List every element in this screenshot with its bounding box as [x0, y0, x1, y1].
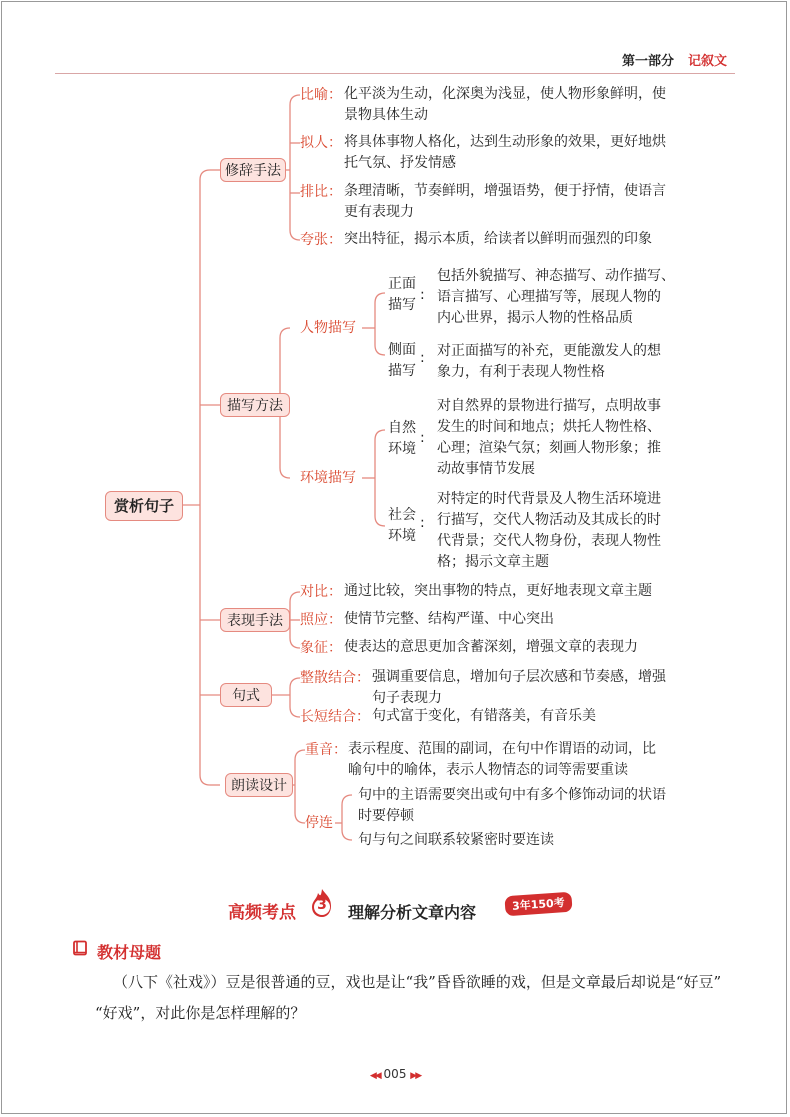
nature-text: 对自然界的景物进行描写，点明故事 发生的时间和地点；烘托人物性格、 心理；渲染气氛；刻画人物形象；推 动故事情节发展: [437, 398, 661, 477]
question-line-1: “好戏”，对此你是怎样理解的？: [95, 1004, 306, 1022]
nature-colon: :: [420, 430, 425, 446]
front-text: 包括外貌描写、神态描写、动作描写、 语言描写、心理描写等，展现人物的 内心世界，揭示人物的性格品质: [437, 268, 675, 326]
sentence-text-1: 句式富于变化，有错落美，有音乐美: [372, 708, 596, 724]
sentence-label-0: 整散结合：: [300, 670, 370, 686]
side-label: 侧面 描写: [388, 342, 416, 379]
prev-arrow-icon: ◀◀: [369, 1071, 380, 1081]
next-arrow-icon: ▶▶: [410, 1071, 421, 1081]
society-label: 社会 环境: [388, 507, 416, 544]
hotspot-number-flame-icon: [309, 888, 335, 918]
rhetoric-label-0: 比喻：: [300, 87, 342, 103]
pause-text-1: 句与句之间联系较紧密时要连读: [358, 832, 554, 848]
header-section: 记叙文: [688, 54, 728, 69]
hotspot-badge: 3年150考: [504, 892, 572, 917]
rhetoric-text-3: 突出特征，揭示本质，给读者以鲜明而强烈的印象: [344, 231, 652, 247]
root-node: 赏析句子: [105, 491, 183, 521]
stress-label: 重音：: [305, 742, 347, 758]
nature-label: 自然 环境: [388, 420, 416, 457]
expression-text-2: 使表达的意思更加含蓄深刻，增强文章的表现力: [344, 639, 638, 655]
people-label: 人物描写: [300, 320, 356, 336]
front-label: 正面 描写: [388, 276, 416, 313]
expression-label-2: 象征：: [300, 640, 342, 656]
rhetoric-text-0: 化平淡为生动，化深奥为浅显，使人物形象鲜明，使 景物具体生动: [344, 86, 666, 123]
question-title: 教材母题: [97, 943, 162, 962]
environment-label: 环境描写: [300, 470, 356, 486]
question-line-0: （八下《社戏》）豆是很普通的豆，戏也是让“我”昏昏欲睡的戏，但是文章最后却说是“好豆”: [113, 973, 722, 991]
society-text: 对特定的时代背景及人物生活环境进 行描写，交代人物活动及其成长的时 代背景；交代人物身份，表现人物性 格；揭示文章主题: [437, 491, 661, 570]
rhetoric-text-2: 条理清晰，节奏鲜明，增强语势，便于抒情，使语言 更有表现力: [344, 183, 666, 220]
node-description: 描写方法: [220, 393, 290, 417]
sentence-label-1: 长短结合：: [300, 709, 370, 725]
society-colon: :: [420, 515, 425, 531]
header-part: 第一部分: [622, 54, 675, 69]
sentence-text-0: 强调重要信息，增加句子层次感和节奏感，增强 句子表现力: [372, 669, 666, 706]
rhetoric-label-1: 拟人：: [300, 135, 342, 151]
rhetoric-label-2: 排比：: [300, 184, 342, 200]
pause-text-0: 句中的主语需要突出或句中有多个修饰动词的状语 时要停顿: [358, 787, 666, 824]
stress-text: 表示程度、范围的副词，在句中作谓语的动词，比 喻句中的喻体，表示人物情态的词等需要重读: [348, 741, 656, 778]
node-sentence: 句式: [220, 683, 272, 707]
rhetoric-label-3: 夸张：: [300, 232, 342, 248]
rhetoric-text-1: 将具体事物人格化，达到生动形象的效果，更好地烘 托气氛、抒发情感: [344, 134, 666, 171]
book-icon: [72, 940, 89, 957]
node-expression: 表现手法: [220, 608, 290, 632]
hotspot-subtitle: 理解分析文章内容: [348, 903, 477, 922]
hotspot-title: 高频考点: [228, 903, 296, 923]
front-colon: :: [420, 287, 425, 303]
pause-label: 停连: [305, 815, 333, 831]
node-reading: 朗读设计: [225, 773, 293, 797]
page-number: ◀◀ 005 ▶▶: [369, 1067, 421, 1081]
expression-text-1: 使情节完整、结构严谨、中心突出: [344, 611, 554, 627]
expression-text-0: 通过比较，突出事物的特点，更好地表现文章主题: [344, 583, 652, 599]
node-rhetoric: 修辞手法: [220, 158, 286, 182]
expression-label-0: 对比：: [300, 584, 342, 600]
expression-label-1: 照应：: [300, 612, 342, 628]
hotspot-number: 3: [317, 897, 327, 913]
side-text: 对正面描写的补充，更能激发人的想 象力，有利于表现人物性格: [437, 343, 661, 380]
side-colon: :: [420, 350, 425, 366]
